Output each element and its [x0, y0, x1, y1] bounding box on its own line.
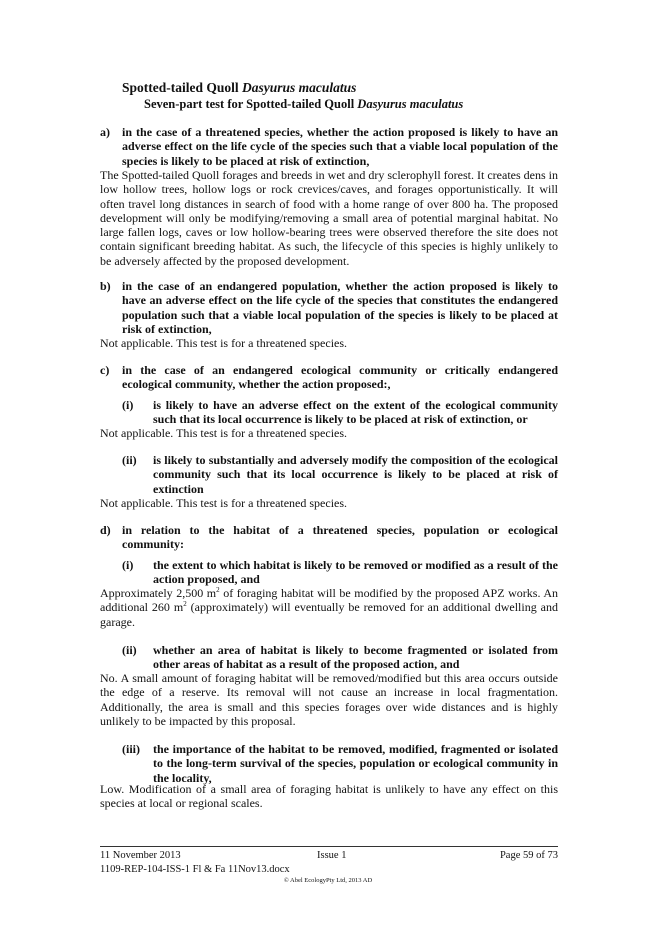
- footer-copyright: © Abel EcologyPty Ltd, 2013 AD: [283, 877, 373, 884]
- question-d-ii-label: (ii): [122, 643, 137, 657]
- footer-document-reference: 1109-REP-104-ISS-1 Fl & Fa 11Nov13.docx: [100, 864, 290, 875]
- question-c-ii: [122, 453, 558, 496]
- question-b-label: b): [100, 279, 111, 293]
- question-a-text: in the case of a threatened species, whether the action proposed is likely to have an adverse effect on the life cycle of the species such that a viable local population of the species is likely to be placed at risk of extinction,: [122, 125, 558, 168]
- question-d-iii-label: (iii): [122, 742, 140, 756]
- footer-divider: [100, 846, 558, 847]
- question-d-text: in relation to the habitat of a threatened species, population or ecological community:: [122, 523, 558, 552]
- question-d-iii: [122, 742, 558, 785]
- answer-b: Not applicable. This test is for a threatened species.: [100, 336, 348, 350]
- title-text: Spotted-tailed Quoll: [122, 80, 243, 95]
- question-d: [100, 523, 558, 552]
- answer-d-i: [100, 586, 558, 629]
- answer-c-i: Not applicable. This test is for a threatened species.: [100, 426, 348, 440]
- title-species-name: Dasyurus maculatus: [242, 80, 357, 95]
- footer-issue: Issue 1: [317, 850, 347, 861]
- question-a-label: a): [100, 125, 110, 139]
- question-d-i-label: (i): [122, 558, 134, 572]
- footer-page-number: Page 59 of 73: [499, 850, 558, 861]
- question-d-ii-text: whether an area of habitat is likely to become fragmented or isolated from other areas of habitat as a result of the proposed action, and: [153, 643, 558, 672]
- superscript-squared: 2: [183, 600, 187, 609]
- question-b: [100, 279, 558, 336]
- answer-d-iii: Low. Modification of a small area of foraging habitat is unlikely to have any effect on this species at local or regional scales.: [100, 782, 558, 811]
- question-c-ii-label: (ii): [122, 453, 137, 467]
- answer-a: The Spotted-tailed Quoll forages and breeds in wet and dry sclerophyll forest. It creates dens in low hollow trees, hollow logs or rock crevices/caves, and forages opportunistically. It will often travel long distances in search of food with a home range of over 800 ha. The proposed development will only be modifying/removing a small area of potential marginal habitat. No large fallen logs, caves or low hollow-bearing trees were observed therefore the site does not contain significant breeding habitat. As such, the lifecycle of this species is highly unlikely to be adversely affected by the proposed development.: [100, 168, 558, 268]
- question-c-text: in the case of an endangered ecological community or critically endangered ecological community, whether the action proposed:,: [122, 363, 558, 392]
- question-b-text: in the case of an endangered population, whether the action proposed is likely to have an adverse effect on the life cycle of the species that constitutes the endangered population such that a viable local population of the species is likely to be placed at risk of extinction,: [122, 279, 558, 336]
- question-d-label: d): [100, 523, 111, 537]
- question-c-i-text: is likely to have an adverse effect on the extent of the ecological community such that its local occurrence is likely to be placed at risk of extinction, or: [153, 398, 558, 427]
- superscript-squared: 2: [216, 586, 220, 594]
- answer-d-i-part2: of foraging habitat will be modified by the proposed APZ works. An additional 260 m: [100, 586, 559, 615]
- footer-date: 11 November 2013: [100, 850, 181, 861]
- question-c-i: [122, 398, 558, 427]
- answer-d-ii: No. A small amount of foraging habitat will be removed/modified but this area occurs outside the edge of a reserve. Its removal will not cause an increase in local fragmentation. Additionally, the area is small and this species forages over wide distances and is highly unlikely to be impacted by this proposal.: [100, 671, 558, 728]
- subtitle-text: Seven-part test for Spotted-tailed Quoll: [144, 97, 358, 111]
- answer-d-i-part1: Approximately 2,500 m: [100, 586, 217, 600]
- question-d-i: [122, 558, 558, 587]
- question-d-ii: [122, 643, 558, 672]
- page-subtitle: [144, 97, 463, 112]
- subtitle-species-name: Dasyurus maculatus: [357, 97, 464, 111]
- question-c: [100, 363, 558, 392]
- question-a: [100, 125, 558, 168]
- question-c-label: c): [100, 363, 110, 377]
- question-c-ii-text: is likely to substantially and adversely modify the composition of the ecological community such that its local occurrence is likely to be placed at risk of extinction: [153, 453, 558, 496]
- answer-d-i-part3: (approximately) will eventually be removed for an additional dwelling and garage.: [100, 600, 558, 629]
- page-title: [122, 80, 356, 96]
- question-d-i-text: the extent to which habitat is likely to be removed or modified as a result of the action proposed, and: [153, 558, 558, 587]
- answer-c-ii: Not applicable. This test is for a threatened species.: [100, 496, 348, 510]
- question-d-iii-text: the importance of the habitat to be removed, modified, fragmented or isolated to the long-term survival of the species, population or ecological community in the locality,: [153, 742, 558, 785]
- question-c-i-label: (i): [122, 398, 134, 412]
